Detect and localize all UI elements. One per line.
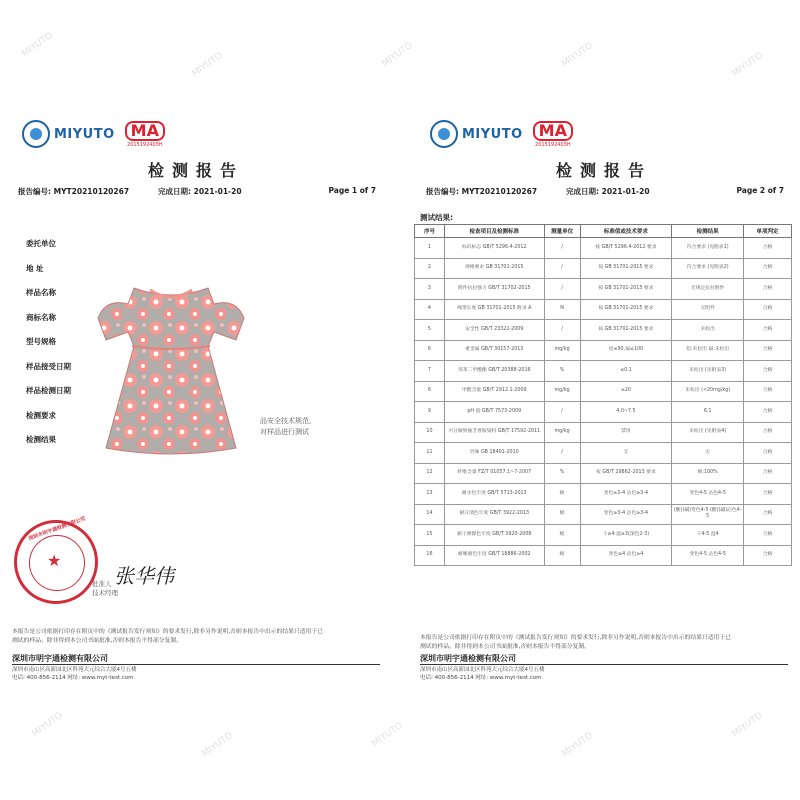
ma-mark-text: MA bbox=[533, 121, 573, 141]
table-cell: 未检出 (见附表3) bbox=[672, 361, 744, 382]
table-cell: 合格 bbox=[744, 279, 792, 300]
report-no-label: 报告编号: bbox=[426, 187, 459, 196]
watermark: MIYUTO bbox=[20, 30, 55, 60]
table-row bbox=[415, 258, 792, 279]
table-row bbox=[415, 422, 792, 443]
field-label: 检测结果 bbox=[26, 435, 56, 444]
report-fields bbox=[26, 238, 71, 459]
page-number: Page 1 of 7 bbox=[328, 186, 376, 195]
field-label: 样品名称 bbox=[26, 288, 56, 297]
table-cell: 棉:100% bbox=[672, 463, 744, 484]
star-icon: ★ bbox=[47, 551, 62, 570]
page-number: Page 2 of 7 bbox=[736, 186, 784, 195]
table-cell: 7 bbox=[415, 361, 445, 382]
address-line: 深圳市南山区高新园北区科苑大元综合大厦4号五楼 bbox=[12, 667, 137, 673]
table-cell: 2 bbox=[415, 258, 445, 279]
table-cell: 12 bbox=[415, 463, 445, 484]
watermark: MIYUTO bbox=[190, 50, 225, 80]
table-cell: 变色≥3-4 沾色≥3-4 bbox=[580, 484, 672, 505]
table-cell: 按 GB 31701-2015 要求 bbox=[580, 279, 672, 300]
table-cell: % bbox=[544, 463, 580, 484]
signatory-titles bbox=[92, 580, 118, 598]
table-cell: 合格 bbox=[744, 443, 792, 464]
footnote-line: 测试的样品。除非得到本公司书面批准,否则本报告不得部分复制。 bbox=[420, 644, 590, 650]
table-cell: 符合要求 (见附表2) bbox=[672, 258, 744, 279]
footnote-line: 本报告是公司依据打印存在附页中的《测试报告发行须知》的要求发行,除非另作说明,否则本报告中出示的结果只适用于已 bbox=[420, 635, 731, 641]
ma-mark-text: MA bbox=[125, 121, 165, 141]
table-cell: (酸)(碱)变色4-5 (酸)(碱)沾色4-5 bbox=[672, 504, 744, 525]
header-logo bbox=[430, 120, 573, 148]
table-cell: 耐水色牢度 GB/T 5713-2013 bbox=[444, 484, 544, 505]
table-row bbox=[415, 463, 792, 484]
divider bbox=[420, 664, 788, 665]
table-cell: 按 GB/T 5296.4-2012 要求 bbox=[580, 238, 672, 259]
company-seal bbox=[14, 515, 98, 604]
table-cell: 标识标志 GB/T 5296.4-2012 bbox=[444, 238, 544, 259]
watermark: MIYUTO bbox=[370, 720, 405, 750]
table-row bbox=[415, 279, 792, 300]
table-cell: 绳带长度 GB 31701-2015 附录 A bbox=[444, 299, 544, 320]
report-no: MYT20210120267 bbox=[461, 187, 538, 196]
table-cell: 可分解致癌芳香胺染料 GB/T 17592-2011 bbox=[444, 422, 544, 443]
table-cell: mg/kg bbox=[544, 340, 580, 361]
report-no-label: 报告编号: bbox=[18, 187, 51, 196]
globe-logo-icon bbox=[22, 120, 50, 148]
table-cell: 按 GB/T 29862-2013 要求 bbox=[580, 463, 672, 484]
footnote-line: 测试的样品。除非得到本公司书面批准,否则本报告不得部分复制。 bbox=[12, 638, 182, 644]
watermark: MIYUTO bbox=[560, 40, 595, 70]
table-cell: 按 GB 31701-2015 要求 bbox=[580, 320, 672, 341]
company-address bbox=[12, 666, 137, 682]
cma-mark bbox=[125, 121, 165, 148]
table-cell: 11 bbox=[415, 443, 445, 464]
table-header-row bbox=[415, 225, 792, 238]
table-cell: 级 bbox=[544, 504, 580, 525]
address-line: 深圳市南山区高新园北区科苑大元综合大厦4号五楼 bbox=[420, 667, 545, 673]
table-cell: / bbox=[544, 258, 580, 279]
table-cell: 15 bbox=[415, 525, 445, 546]
watermark: MIYUTO bbox=[730, 50, 765, 80]
table-cell: ≤0.1 bbox=[580, 361, 672, 382]
column-header: 检测结果 bbox=[672, 225, 744, 238]
table-cell: 禁用 bbox=[580, 422, 672, 443]
table-cell: 无附件 bbox=[672, 299, 744, 320]
table-row bbox=[415, 320, 792, 341]
table-cell: 合格 bbox=[744, 258, 792, 279]
footnote bbox=[420, 634, 788, 652]
table-cell: 14 bbox=[415, 504, 445, 525]
table-row bbox=[415, 381, 792, 402]
note-line: 品安全技术规范, bbox=[260, 417, 312, 425]
cma-mark bbox=[533, 121, 573, 148]
table-cell: 合格 bbox=[744, 402, 792, 423]
footnote bbox=[12, 628, 380, 646]
column-header: 检查项目及检测标准 bbox=[444, 225, 544, 238]
watermark: MIYUTO bbox=[730, 710, 765, 740]
table-cell: 合格 bbox=[744, 340, 792, 361]
date-label: 完成日期: bbox=[566, 187, 599, 196]
table-cell: mg/kg bbox=[544, 381, 580, 402]
table-row bbox=[415, 299, 792, 320]
table-cell: 变色4-5 沾色4-5 bbox=[672, 545, 744, 566]
page-title: 检测报告 bbox=[555, 161, 652, 180]
test-results-table bbox=[414, 224, 792, 566]
table-cell: 级 bbox=[544, 484, 580, 505]
ma-number: 2015192403H bbox=[535, 141, 571, 148]
signature: 张华伟 bbox=[114, 564, 174, 588]
company-name: 深圳市明宇通检测有限公司 bbox=[12, 654, 108, 663]
table-cell: 无 bbox=[580, 443, 672, 464]
field-label: 检测要求 bbox=[26, 410, 56, 420]
table-cell: 变色4-5 沾色4-5 bbox=[672, 484, 744, 505]
table-cell: 4 bbox=[415, 299, 445, 320]
table-cell: 规格要求 GB 31701-2015 bbox=[444, 258, 544, 279]
note-line: 对样品进行测试 bbox=[260, 428, 309, 436]
table-row bbox=[415, 525, 792, 546]
table-cell: 铅:未检出 镉:未检出 bbox=[672, 340, 744, 361]
table-cell: 按 GB 31701-2015 要求 bbox=[580, 299, 672, 320]
table-cell: 6 bbox=[415, 340, 445, 361]
table-cell: 合格 bbox=[744, 381, 792, 402]
table-row bbox=[415, 504, 792, 525]
table-cell: 按 GB 31701-2015 要求 bbox=[580, 258, 672, 279]
table-cell: 8 bbox=[415, 381, 445, 402]
table-cell: 未检出 (见附表4) bbox=[672, 422, 744, 443]
table-cell: 合格 bbox=[744, 238, 792, 259]
table-cell: 级 bbox=[544, 545, 580, 566]
field-label: 地 址 bbox=[26, 263, 44, 273]
table-cell: 耐唾液色牢度 GB/T 18886-2002 bbox=[444, 545, 544, 566]
column-header: 序号 bbox=[415, 225, 445, 238]
table-cell: 10 bbox=[415, 422, 445, 443]
table-cell: mg/kg bbox=[544, 422, 580, 443]
table-cell: 合格 bbox=[744, 484, 792, 505]
table-cell: 异味 GB 18401-2010 bbox=[444, 443, 544, 464]
table-cell: 符合要求 (见附表1) bbox=[672, 238, 744, 259]
ma-number: 2015192403H bbox=[127, 141, 163, 148]
brand-name: MIYUTO bbox=[462, 126, 523, 142]
table-cell: / bbox=[544, 402, 580, 423]
dress-sample-image bbox=[96, 268, 246, 458]
footnote-line: 本报告是公司依据打印存在附页中的《测试报告发行须知》的要求发行,除非另作说明,否则本报告中出示的结果只适用于已 bbox=[12, 629, 323, 635]
table-cell: / bbox=[544, 238, 580, 259]
table-row bbox=[415, 238, 792, 259]
table-cell: 合格 bbox=[744, 463, 792, 484]
date-label: 完成日期: bbox=[158, 187, 191, 196]
contact-line: 电话: 400-856-2114 网址: www.myt-test.com bbox=[420, 675, 542, 681]
table-cell: 耐汗渍色牢度 GB/T 3922-2013 bbox=[444, 504, 544, 525]
globe-logo-icon bbox=[430, 120, 458, 148]
table-cell: / bbox=[544, 279, 580, 300]
table-cell: 安全性 GB/T 23322-2009 bbox=[444, 320, 544, 341]
signatory-role: 技术经理 bbox=[92, 589, 118, 597]
report-meta bbox=[18, 186, 376, 197]
page-title: 检测报告 bbox=[147, 161, 244, 180]
table-cell: 耐干摩擦色牢度 GB/T 3920-2008 bbox=[444, 525, 544, 546]
table-cell: 合格 bbox=[744, 361, 792, 382]
tests-label: 测试结果: bbox=[420, 213, 453, 222]
table-cell: 干4-5 湿4 bbox=[672, 525, 744, 546]
table-cell: N bbox=[544, 299, 580, 320]
table-cell: 甲醛含量 GB/T 2912.1-2009 bbox=[444, 381, 544, 402]
table-cell: 邻苯二甲酸酯 GB/T 20388-2016 bbox=[444, 361, 544, 382]
table-cell: 纤维含量 FZ/T 01057.1~7-2007 bbox=[444, 463, 544, 484]
table-cell: 6.1 bbox=[672, 402, 744, 423]
field-label: 样品检测日期 bbox=[26, 386, 71, 395]
table-cell: 合格 bbox=[744, 545, 792, 566]
table-row bbox=[415, 443, 792, 464]
table-cell: 4.0~7.5 bbox=[580, 402, 672, 423]
table-row bbox=[415, 340, 792, 361]
report-page-1 bbox=[6, 108, 386, 693]
field-label: 委托单位 bbox=[26, 239, 56, 248]
header-logo bbox=[22, 120, 165, 148]
table-cell: 无 bbox=[672, 443, 744, 464]
column-header: 单项判定 bbox=[744, 225, 792, 238]
field-label: 商标名称 bbox=[26, 312, 56, 322]
table-cell: 变色≥4 沾色≥4 bbox=[580, 545, 672, 566]
seal-text: 深圳市明宇通检测有限公司 bbox=[27, 515, 87, 543]
table-cell: 无规定抗拉附件 bbox=[672, 279, 744, 300]
table-cell: 1 bbox=[415, 238, 445, 259]
table-cell: ≤20 bbox=[580, 381, 672, 402]
table-cell: / bbox=[544, 320, 580, 341]
table-cell: / bbox=[544, 443, 580, 464]
table-cell: 未检出 (<20mg/kg) bbox=[672, 381, 744, 402]
table-row bbox=[415, 484, 792, 505]
table-cell: % bbox=[544, 361, 580, 382]
table-cell: pH 值 GB/T 7573-2009 bbox=[444, 402, 544, 423]
table-cell: 级 bbox=[544, 525, 580, 546]
company-name: 深圳市明宇通检测有限公司 bbox=[420, 654, 516, 663]
table-cell: 附件抗拉强力 GB/T 31702-2015 bbox=[444, 279, 544, 300]
completion-date: 2021-01-20 bbox=[193, 187, 242, 196]
column-header: 标准值或技术要求 bbox=[580, 225, 672, 238]
watermark: MIYUTO bbox=[200, 730, 235, 760]
brand-name: MIYUTO bbox=[54, 126, 115, 142]
table-row bbox=[415, 361, 792, 382]
column-header: 测量单位 bbox=[544, 225, 580, 238]
report-no: MYT20210120267 bbox=[53, 187, 130, 196]
table-cell: 16 bbox=[415, 545, 445, 566]
watermark: MIYUTO bbox=[560, 730, 595, 760]
contact-line: 电话: 400-856-2114 网址: www.myt-test.com bbox=[12, 675, 134, 681]
table-body bbox=[415, 238, 792, 566]
report-page-2 bbox=[414, 108, 794, 693]
table-cell: 合格 bbox=[744, 422, 792, 443]
divider bbox=[12, 664, 380, 665]
table-cell: 合格 bbox=[744, 299, 792, 320]
completion-date: 2021-01-20 bbox=[601, 187, 650, 196]
watermark: MIYUTO bbox=[30, 710, 65, 740]
table-cell: 铅≤90,镉≤100 bbox=[580, 340, 672, 361]
field-label: 型号规格 bbox=[26, 337, 56, 346]
table-cell: 9 bbox=[415, 402, 445, 423]
table-cell: 合格 bbox=[744, 504, 792, 525]
table-cell: 重金属 GB/T 30157-2013 bbox=[444, 340, 544, 361]
table-cell: 13 bbox=[415, 484, 445, 505]
field-label: 样品接受日期 bbox=[26, 361, 71, 371]
requirement-note bbox=[260, 416, 311, 438]
table-cell: 3 bbox=[415, 279, 445, 300]
table-cell: 干≥4 湿≥3(深色2-3) bbox=[580, 525, 672, 546]
signatory-role: 批准人 bbox=[92, 580, 112, 588]
table-cell: 5 bbox=[415, 320, 445, 341]
table-cell: 合格 bbox=[744, 525, 792, 546]
company-address bbox=[420, 666, 545, 682]
table-row bbox=[415, 545, 792, 566]
watermark: MIYUTO bbox=[380, 40, 415, 70]
table-row bbox=[415, 402, 792, 423]
table-cell: 变色≥3-4 沾色≥3-4 bbox=[580, 504, 672, 525]
report-meta bbox=[426, 186, 784, 197]
table-cell: 合格 bbox=[744, 320, 792, 341]
table-cell: 未检出 bbox=[672, 320, 744, 341]
